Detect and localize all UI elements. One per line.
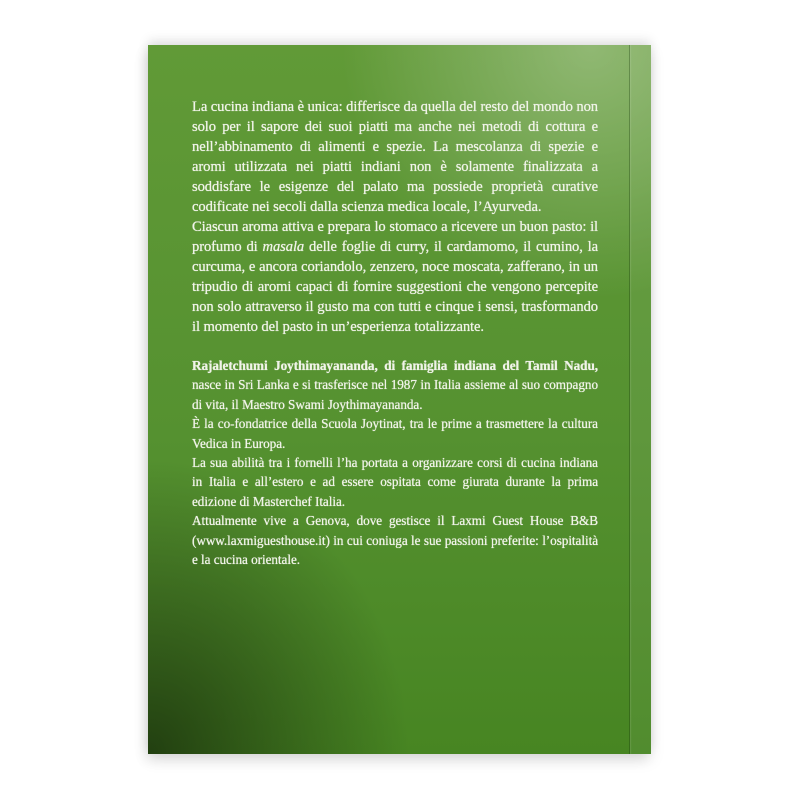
- intro-paragraph-2-text-after: delle foglie di curry, il cardamomo, il cumino, la curcuma, e ancora coriandolo, zenzero, noce moscata, zafferano, in un tripudio di aromi capaci di fornire suggestioni che vengono percepite non solo attraverso il gusto ma con tutti e cinque i sensi, trasformando il momento del pasto in un’esperienza totalizzante.: [192, 239, 599, 335]
- bio-paragraph-4: [192, 511, 598, 569]
- website-url: www.laxmiguesthouse.it: [196, 532, 326, 548]
- intro-paragraph-1: [192, 97, 598, 217]
- bio-paragraph-1: [192, 356, 598, 414]
- author-bio-section: [192, 356, 598, 569]
- bio-paragraph-3-text: La sua abilità tra i fornelli l’ha portata a organizzare corsi di cucina indiana in Italia e all’estero e ad essere ospitata come giurata durante la prima edizione di Masterchef Italia.: [192, 455, 598, 509]
- intro-section: [192, 97, 598, 337]
- bio-paragraph-4-text-after: ) in cui coniuga le sue passioni preferite: l’ospitalità e la cucina orientale.: [192, 532, 598, 568]
- masala-italic-term: masala: [262, 239, 305, 255]
- bio-paragraph-2: [192, 414, 598, 453]
- spine-crease-line: [629, 45, 630, 754]
- bio-paragraph-1-rest: nasce in Sri Lanka e si trasferisce nel 1987 in Italia assieme al suo compagno di vita, il Maestro Swami Joythimayananda.: [192, 377, 598, 412]
- back-cover-text: [192, 97, 598, 569]
- intro-paragraph-1-text: La cucina indiana è unica: differisce da quella del resto del mondo non solo per il sapore dei suoi piatti ma anche nei metodi di cottura e nell’abbinamento di alimenti e spezie. La mescolanza di spezie e aromi utilizzata nei piatti indiani non è solamente finalizzata a soddisfare le esigenze del palato ma possiede proprietà curative codificate nei secoli dalla scienza medica locale, l’Ayurveda.: [192, 99, 598, 215]
- cover-right-fold: [630, 45, 651, 754]
- book-back-cover: [148, 45, 651, 754]
- bio-paragraph-3: [192, 453, 598, 511]
- bio-paragraph-2-text: È la co-fondatrice della Scuola Joytinat, tra le prime a trasmettere la cultura Vedica in Europa.: [192, 416, 598, 451]
- intro-paragraph-2-text-before: Ciascun aroma attiva e prepara lo stomaco a ricevere un buon pasto: il profumo di: [192, 219, 598, 255]
- bio-paragraph-4-text-before: Attualmente vive a Genova, dove gestisce il Laxmi Guest House B&B (: [192, 513, 598, 548]
- author-name-lead: Rajaletchumi Joythimayananda, di famiglia indiana del Tamil Nadu,: [192, 358, 598, 373]
- intro-paragraph-2: [192, 217, 598, 337]
